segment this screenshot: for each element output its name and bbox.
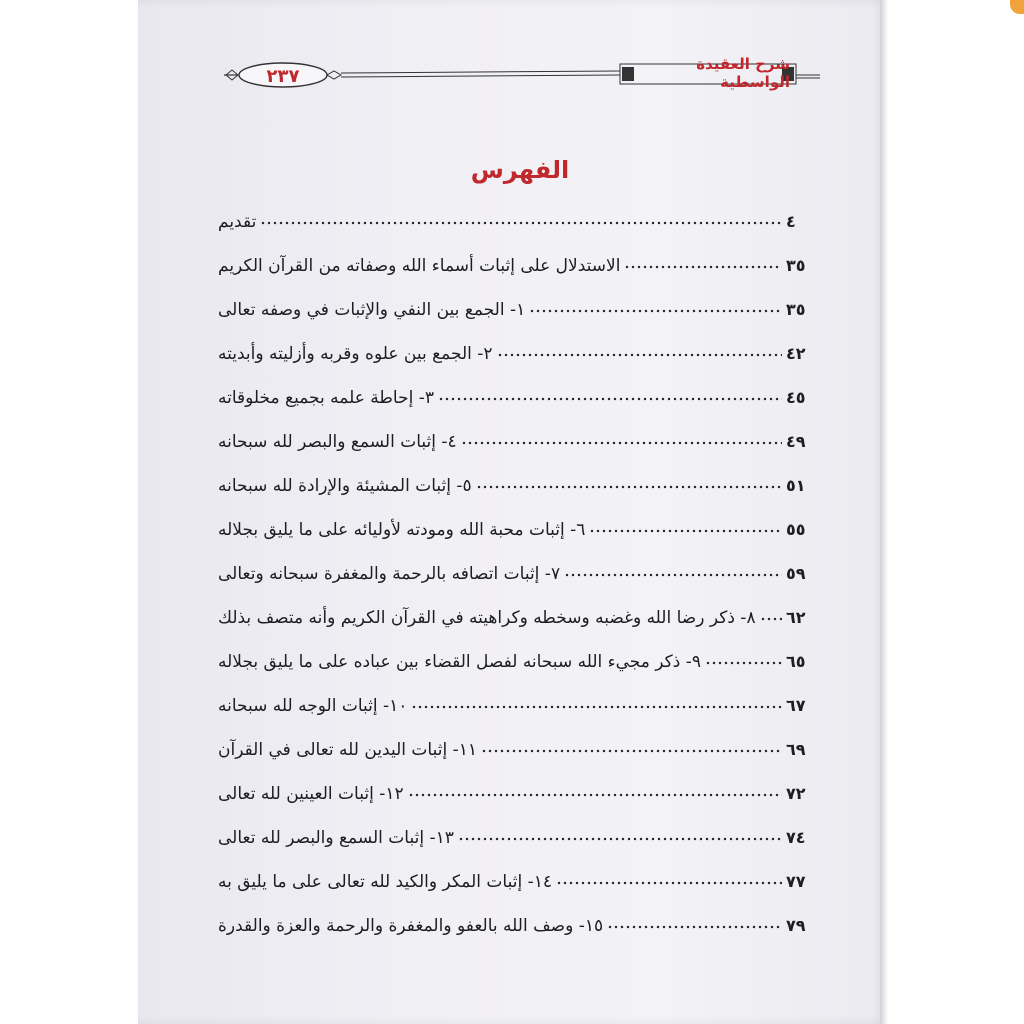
toc-entry-title: ١٥- وصف الله بالعفو والمغفرة والرحمة والعزة والقدرة (218, 916, 604, 936)
toc-entry-page: ٦٧ (786, 696, 806, 715)
toc-entry-title: ٥- إثبات المشيئة والإرادة لله سبحانه (218, 476, 472, 496)
leader-dots (564, 570, 782, 580)
toc-entry-page: ٣٥ (786, 256, 806, 275)
toc-entry (214, 420, 826, 454)
toc-entry (214, 464, 826, 498)
toc-entry (214, 684, 826, 718)
toc-entry-title: ١٠- إثبات الوجه لله سبحانه (218, 696, 408, 716)
toc-entry-title: ٣- إحاطة علمه بجميع مخلوقاته (218, 388, 435, 408)
leader-dots (458, 834, 782, 844)
leader-dots (260, 218, 782, 228)
leader-dots (461, 438, 782, 448)
toc-entry (214, 552, 826, 586)
toc-entry (214, 244, 826, 278)
leader-dots (497, 350, 782, 360)
toc-entry-page: ٧٢ (786, 784, 806, 803)
toc-entry-page: ٤٩ (786, 432, 806, 451)
toc-entry-title: ٦- إثبات محبة الله ومودته لأوليائه على ما يليق بجلاله (218, 520, 586, 540)
toc-entry (214, 772, 826, 806)
page-edge (880, 0, 888, 1024)
toc-entry (214, 860, 826, 894)
toc-entry-page: ٤٥ (786, 388, 806, 407)
toc-entry-page: ٦٥ (786, 652, 806, 671)
leader-dots (411, 702, 782, 712)
toc-entry-title: ٧- إثبات اتصافه بالرحمة والمغفرة سبحانه وتعالى (218, 564, 561, 584)
toc-entry (214, 200, 826, 234)
page-number: ٢٣٧ (266, 65, 300, 87)
toc-entry (214, 508, 826, 542)
corner-mark (1010, 0, 1024, 14)
toc-entry-page: ٧٧ (786, 872, 806, 891)
toc-entry-page: ٤ (786, 212, 796, 231)
leader-dots (481, 746, 782, 756)
leader-dots (607, 922, 782, 932)
leader-dots (438, 394, 782, 404)
leader-dots (705, 658, 782, 668)
leader-dots (760, 614, 782, 624)
toc-entry-title: ٩- ذكر مجيء الله سبحانه لفصل القضاء بين عباده على ما يليق بجلاله (218, 652, 702, 672)
toc-entry-title: ١١- إثبات اليدين لله تعالى في القرآن (218, 740, 477, 760)
toc-entry (214, 816, 826, 850)
toc-entry-page: ٧٤ (786, 828, 806, 847)
toc-entry-page: ٤٢ (786, 344, 806, 363)
leader-dots (529, 306, 782, 316)
toc-entry-title: الاستدلال على إثبات أسماء الله وصفاته من القرآن الكريم (218, 256, 621, 276)
toc-entry-title: ١٣- إثبات السمع والبصر لله تعالى (218, 828, 454, 848)
toc-entry-page: ٥١ (786, 476, 806, 495)
leader-dots (556, 878, 782, 888)
toc-entry (214, 728, 826, 762)
toc-entry-page: ٣٥ (786, 300, 806, 319)
toc-entry-title: ٢- الجمع بين علوه وقربه وأزليته وأبديته (218, 344, 493, 364)
toc-entry (214, 288, 826, 322)
leader-dots (476, 482, 782, 492)
leader-dots (408, 790, 782, 800)
toc-entry-page: ٥٥ (786, 520, 806, 539)
toc-entry (214, 640, 826, 674)
toc-entry-page: ٧٩ (786, 916, 806, 935)
toc-entry-page: ٥٩ (786, 564, 806, 583)
toc-entry (214, 332, 826, 366)
leader-dots (624, 262, 782, 272)
toc-entry-title: ١٤- إثبات المكر والكيد لله تعالى على ما يليق به (218, 872, 552, 892)
toc-entry-page: ٦٢ (786, 608, 806, 627)
toc-entry-title: ٨- ذكر رضا الله وغضبه وسخطه وكراهيته في القرآن الكريم وأنه متصف بذلك (218, 608, 756, 628)
toc-entry-page: ٦٩ (786, 740, 806, 759)
toc-entry-title: ١- الجمع بين النفي والإثبات في وصفه تعالى (218, 300, 526, 320)
toc-entry-title: تقديم (218, 212, 257, 232)
toc-entry (214, 596, 826, 630)
toc-entry-title: ٤- إثبات السمع والبصر لله سبحانه (218, 432, 457, 452)
leader-dots (589, 526, 782, 536)
toc-entry (214, 376, 826, 410)
toc-entry (214, 904, 826, 938)
toc-heading: الفهرس (470, 156, 570, 184)
toc-entry-title: ١٢- إثبات العينين لله تعالى (218, 784, 404, 804)
running-header-title: شرح العقيدة الواسطية (696, 55, 790, 91)
